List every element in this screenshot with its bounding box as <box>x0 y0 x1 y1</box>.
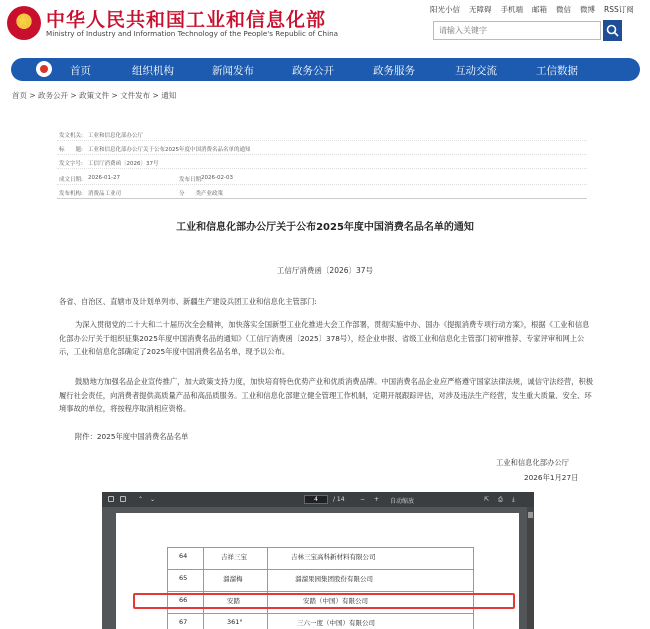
meta-label: 发布机构: <box>59 191 83 197</box>
paragraph-1: 为深入贯彻党的二十大和二十届历次全会精神，加快落实全国新型工业化推进大会工作部署，贯彻实施中办、国办《提振消费专项行动方案》，根据《工业和信息化部办公厅关于组织征集2025年度中国消费名品的通知》（工信厅消费函〔2025〕378号），经企业申报、省级工业和信息化主管部门初审推荐、专家评审和网上公示，工业和信息化部确定了2025年度中国消费名品名单，现予以公布。 <box>59 320 590 356</box>
meta-value: 消费品工业司 <box>88 191 122 197</box>
row-number: 64 <box>179 552 188 560</box>
meta-value: 工业和信息化部办公厅关于公布2025年度中国消费名品名单的通知 <box>88 147 251 153</box>
signature-date: 2026年1月27日 <box>524 473 579 482</box>
nav-item-organization[interactable]: 组织机构 <box>132 65 174 77</box>
viewer-scrollbar[interactable] <box>527 507 534 629</box>
nav-item-services[interactable]: 政务服务 <box>373 65 415 77</box>
zoom-out-icon[interactable]: − <box>360 496 366 503</box>
meta-row-dates <box>57 171 587 185</box>
toplink-mobile[interactable]: 手机端 <box>500 5 523 14</box>
toplink-email[interactable]: 邮箱 <box>532 5 547 14</box>
row-brand: 361° <box>227 618 243 626</box>
toplink-sunshine[interactable]: 阳光小信 <box>430 5 460 14</box>
nav-item-government-affairs[interactable]: 政务公开 <box>292 65 334 77</box>
site-header <box>0 0 650 56</box>
attachment-link[interactable]: 附件：2025年度中国消费名品名单 <box>75 432 189 441</box>
row-company: 三六一度（中国）有限公司 <box>297 619 375 627</box>
meta-label: 发文字号: <box>59 161 83 167</box>
meta-row-docno <box>57 155 587 169</box>
paragraph-2: 鼓励地方加强名品企业宣传推广，加大政策支持力度，加快培育特色优势产业和优质消费品牌。中国消费名品企业应严格遵守国家法律法规，诚信守法经营，积极履行社会责任，向消费者提供高质量产品和高品质服务。工业和信息化部建立健全管理工作机制，定期开展跟踪评估，对涉及违法生产经营，发生重大质量、安全、环境事故的单位，将按程序取消相应资格。 <box>59 377 594 413</box>
meta-value: 2026-01-27 <box>88 175 120 181</box>
find-icon[interactable] <box>120 496 126 502</box>
meta-value: 产业政策 <box>201 191 224 197</box>
meta-row-org <box>57 185 587 199</box>
pdf-page <box>116 513 519 629</box>
row-company: 溜溜果园集团股份有限公司 <box>295 575 373 583</box>
search-input[interactable] <box>433 21 601 40</box>
next-page-icon[interactable]: ⌄ <box>150 496 156 503</box>
toplink-weibo[interactable]: 微博 <box>580 5 595 14</box>
table-row <box>167 569 474 586</box>
nav-item-home[interactable]: 首页 <box>70 65 91 77</box>
print-icon[interactable]: ⎙ <box>498 496 503 503</box>
site-subtitle: Ministry of Industry and Information Technology of the People's Republic of China <box>46 29 339 38</box>
highlight-box <box>133 593 515 609</box>
zoom-in-icon[interactable]: + <box>374 496 380 503</box>
site-title[interactable]: 中华人民共和国工业和信息化部 <box>46 9 327 31</box>
search-icon <box>606 24 619 37</box>
main-nav <box>11 58 640 81</box>
meta-label: 成文日期: <box>59 177 83 183</box>
top-links <box>430 4 634 15</box>
meta-row-issuer <box>57 127 587 141</box>
breadcrumb[interactable]: 首页 > 政务公开 > 政策文件 > 文件发布 > 通知 <box>12 91 177 100</box>
nav-item-news[interactable]: 新闻发布 <box>212 65 254 77</box>
row-company: 安踏（中国）有限公司 <box>303 597 368 605</box>
document-number: 工信厅消费函〔2026〕37号 <box>276 266 374 275</box>
row-number: 65 <box>179 574 188 582</box>
page-number-input[interactable]: 4 <box>304 495 328 504</box>
national-emblem-logo[interactable] <box>7 6 41 40</box>
sidebar-toggle-icon[interactable] <box>108 496 114 502</box>
toplink-wechat[interactable]: 微信 <box>556 5 571 14</box>
row-brand: 溜溜梅 <box>223 575 243 583</box>
home-icon[interactable] <box>36 61 52 77</box>
document-title: 工业和信息化部办公厅关于公布2025年度中国消费名品名单的通知 <box>176 222 474 233</box>
salutation: 各省、自治区、直辖市及计划单列市、新疆生产建设兵团工业和信息化主管部门: <box>59 297 317 306</box>
search-button[interactable] <box>603 20 622 41</box>
toplink-rss[interactable]: RSS订阅 <box>604 5 634 14</box>
meta-label: 发布日期: <box>179 177 203 183</box>
meta-row-subject <box>57 141 587 155</box>
table-row <box>167 613 474 629</box>
row-number: 67 <box>179 618 188 626</box>
row-brand: 吉祥三宝 <box>221 553 247 561</box>
open-icon[interactable]: ⇱ <box>484 496 490 503</box>
row-number: 66 <box>179 596 188 604</box>
meta-label: 分 类: <box>179 191 203 197</box>
meta-value: 工信厅消费函〔2026〕37号 <box>88 161 159 167</box>
meta-value: 2026-02-03 <box>201 175 233 181</box>
signature-office: 工业和信息化部办公厅 <box>496 458 569 467</box>
page-total: / 14 <box>333 496 345 503</box>
pdf-toolbar <box>102 492 534 507</box>
row-company: 吉林三宝高科新材料有限公司 <box>291 553 376 561</box>
meta-value: 工业和信息化部办公厅 <box>88 133 144 139</box>
download-icon[interactable]: ⤓ <box>512 496 515 503</box>
table-row <box>167 547 474 564</box>
row-brand: 安踏 <box>227 597 240 605</box>
toplink-accessibility[interactable]: 无障碍 <box>469 5 492 14</box>
nav-item-data[interactable]: 工信数据 <box>536 65 578 77</box>
scroll-thumb[interactable] <box>528 512 533 518</box>
nav-item-interaction[interactable]: 互动交流 <box>455 65 497 77</box>
meta-label: 标 题: <box>59 147 83 153</box>
pdf-viewer <box>102 492 534 629</box>
prev-page-icon[interactable]: ⌃ <box>138 496 144 503</box>
meta-label: 发文机关: <box>59 133 83 139</box>
zoom-select[interactable]: 自动缩放 <box>390 498 415 505</box>
